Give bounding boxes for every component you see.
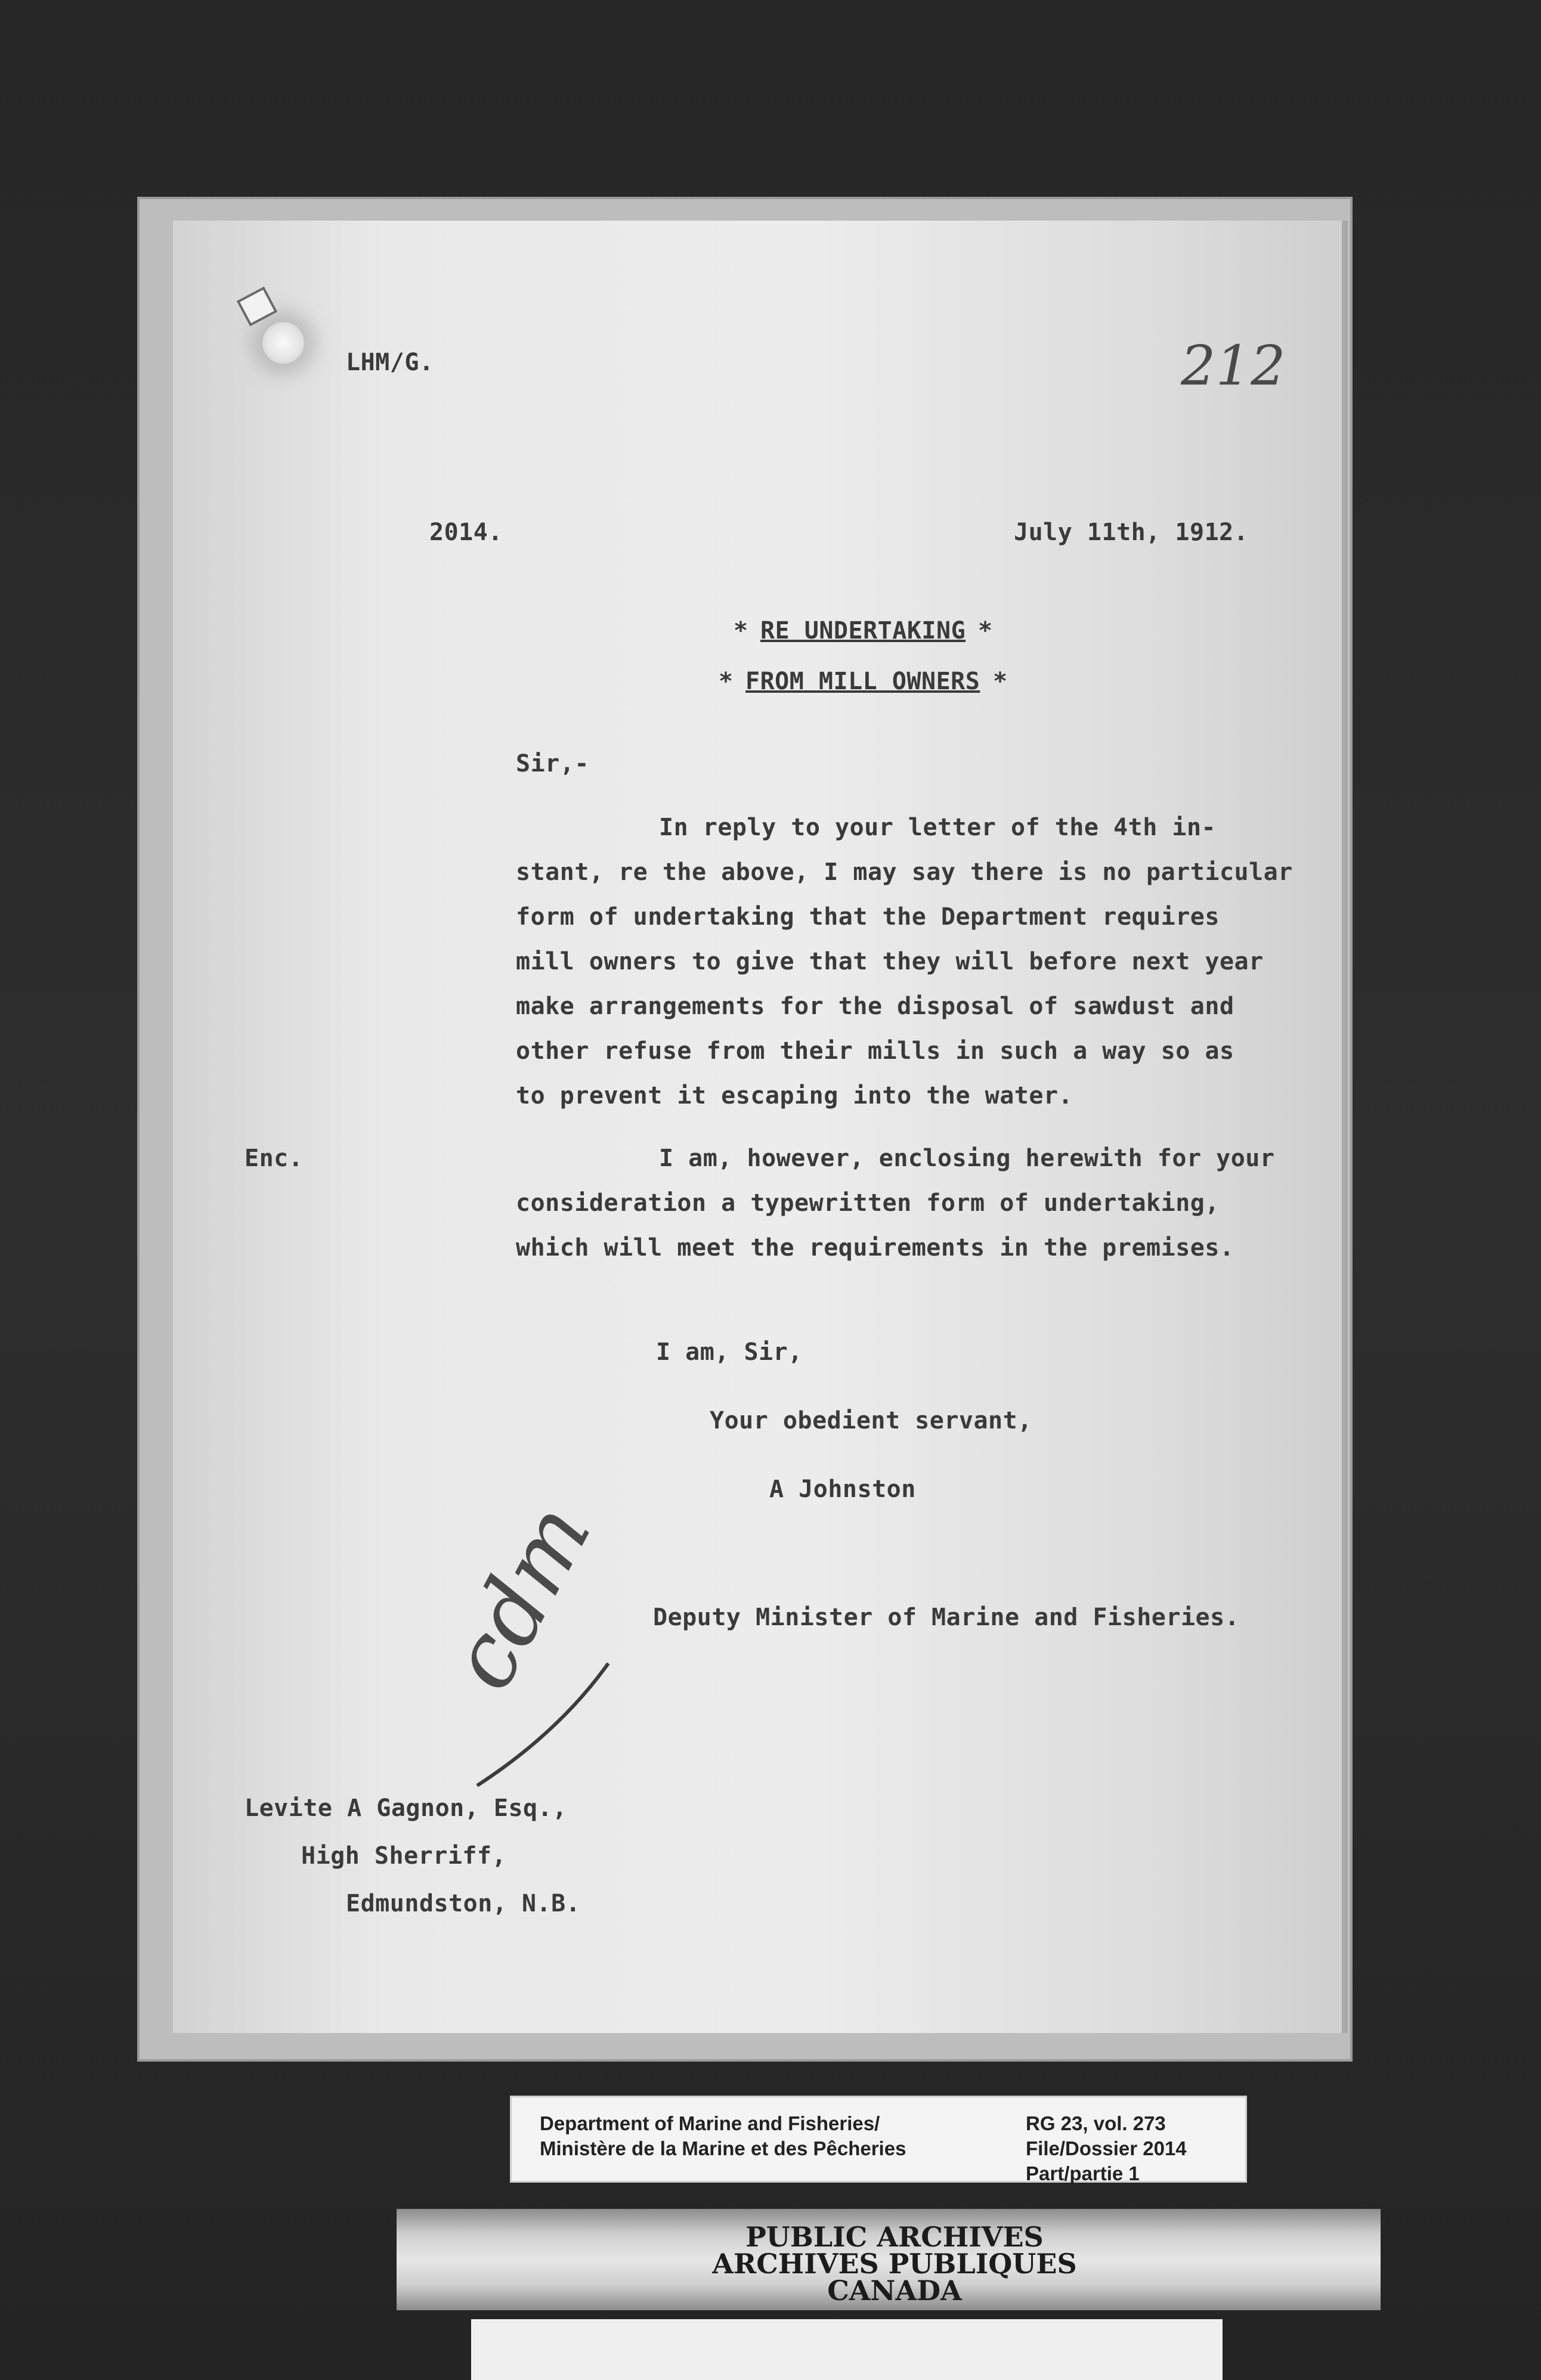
closing-line: Your obedient servant, xyxy=(710,1407,1032,1434)
addressee-line: High Sherriff, xyxy=(301,1842,507,1870)
archive-stamp-line-3: CANADA xyxy=(827,2274,962,2307)
reference-code: LHM/G. xyxy=(346,349,434,376)
subject-bullet-left-1: * xyxy=(734,617,748,644)
archive-department-en: Department of Marine and Fisheries/ xyxy=(540,2112,880,2134)
signatory-title: Deputy Minister of Marine and Fisheries. xyxy=(653,1604,1240,1631)
punch-hole xyxy=(262,322,304,364)
body-line: to prevent it escaping into the water. xyxy=(516,1082,1073,1110)
folio-number: 212 xyxy=(1181,334,1286,398)
subject-bullet-right-2: * xyxy=(993,668,1008,695)
addressee-line: Levite A Gagnon, Esq., xyxy=(245,1795,567,1822)
signatory-name: A Johnston xyxy=(769,1476,916,1503)
closing-line: I am, Sir, xyxy=(656,1338,803,1366)
body-line: make arrangements for the disposal of sawdust and xyxy=(516,993,1234,1020)
enclosure-note: Enc. xyxy=(245,1145,304,1172)
body-line: consideration a typewritten form of undertaking, xyxy=(516,1189,1220,1217)
salutation: Sir,- xyxy=(516,750,589,777)
body-line: mill owners to give that they will before next year xyxy=(516,948,1264,975)
subject-bullet-right-1: * xyxy=(978,617,993,644)
body-line: stant, re the above, I may say there is no particular xyxy=(516,859,1293,886)
body-line: In reply to your letter of the 4th in- xyxy=(659,814,1217,841)
letter-page xyxy=(173,221,1348,2033)
archive-record-group: RG 23, vol. 273 xyxy=(1026,2112,1166,2134)
letter-date: July 11th, 1912. xyxy=(1014,519,1249,546)
body-line: I am, however, enclosing herewith for your xyxy=(659,1145,1275,1172)
archive-stamp-line-2: ARCHIVES PUBLIQUES xyxy=(712,2248,1077,2280)
initials-stroke xyxy=(465,1651,620,1795)
archive-file: File/Dossier 2014 xyxy=(1026,2137,1187,2159)
archive-part: Part/partie 1 xyxy=(1026,2162,1140,2184)
archive-department-fr: Ministère de la Marine et des Pêcheries xyxy=(540,2137,906,2159)
subject-line-2: FROM MILL OWNERS xyxy=(745,668,980,695)
archive-stamp-line-1: PUBLIC ARCHIVES xyxy=(745,2221,1044,2253)
body-line: which will meet the requirements in the premises. xyxy=(516,1234,1234,1262)
subject-line-1: RE UNDERTAKING xyxy=(760,617,966,644)
subject-bullet-left-2: * xyxy=(719,668,734,695)
handwritten-initials: cdm xyxy=(429,1488,611,1706)
film-leader-strip xyxy=(471,2319,1223,2380)
body-line: form of undertaking that the Department requires xyxy=(516,903,1220,931)
file-number: 2014. xyxy=(429,519,503,546)
body-line: other refuse from their mills in such a way so as xyxy=(516,1037,1234,1065)
addressee-line: Edmundston, N.B. xyxy=(346,1890,581,1917)
